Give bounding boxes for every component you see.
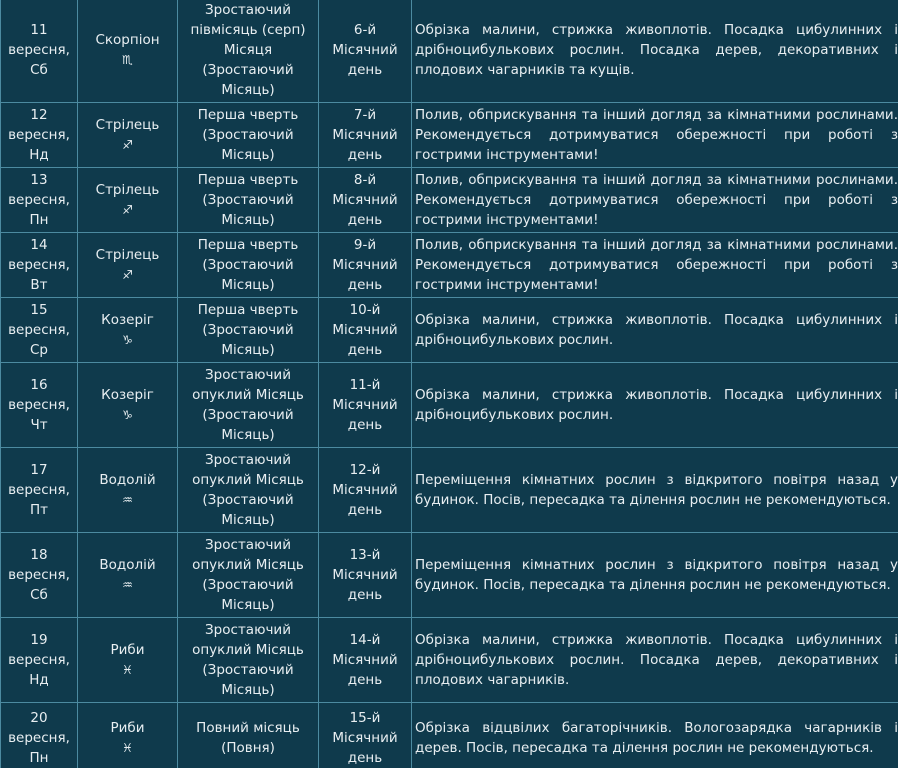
zodiac-name: Стрілець [95, 247, 160, 263]
moon-phase-line: Перша чверть [197, 237, 299, 253]
moon-phase-cell [178, 533, 319, 618]
date-line: 12 [30, 107, 48, 123]
moon-phase-line: Зростаючий [205, 1, 291, 18]
date-line: Ср [30, 342, 48, 358]
date-line: Нд [29, 672, 49, 688]
zodiac-glyph-icon: ♐ [122, 203, 133, 217]
date-line: вересня, [8, 482, 70, 498]
date-line: вересня, [8, 652, 70, 668]
zodiac-glyph-icon: ♐ [122, 138, 133, 152]
lunar-day-cell [319, 233, 412, 298]
date-cell [1, 533, 78, 618]
table-row [1, 618, 898, 703]
date-line: Пн [29, 749, 49, 766]
recommendation-cell [412, 298, 898, 363]
recommendation-text: Переміщення кімнатних рослин з відкритого повітря назад у будинок. Посів, пересадка та ділення рослин не рекомендуються. [415, 472, 898, 508]
lunar-day-cell [319, 363, 412, 448]
zodiac-cell [78, 0, 178, 103]
date-line: 17 [30, 462, 48, 478]
moon-phase-cell [178, 618, 319, 703]
date-cell [1, 618, 78, 703]
date-line: Пт [29, 502, 48, 518]
lunar-day-line: Місячний [332, 652, 398, 668]
recommendation-text: Обрізка малини, стрижка живоплотів. Посадка цибулинних і дрібноцибулькових рослин. [415, 387, 898, 423]
date-line: 18 [30, 547, 48, 563]
moon-phase-line: Перша чверть [197, 302, 299, 318]
date-line: вересня, [8, 397, 70, 413]
lunar-day-line: Місячний [332, 729, 398, 746]
zodiac-glyph-icon: ♐ [122, 268, 133, 282]
moon-phase-line: Зростаючий [205, 452, 291, 468]
zodiac-glyph-icon: ♑ [122, 333, 133, 347]
date-line: Сб [30, 587, 48, 603]
recommendation-cell [412, 533, 898, 618]
moon-phase-line: Повний місяць [196, 719, 300, 736]
moon-phase-line: (Зростаючий [202, 61, 294, 78]
lunar-day-line: день [347, 587, 383, 603]
moon-phase-line: Місяць) [221, 277, 275, 293]
date-line: вересня, [8, 127, 70, 143]
zodiac-cell [78, 363, 178, 448]
moon-phase-line: Місяця [223, 41, 273, 58]
recommendation-cell [412, 233, 898, 298]
recommendation-text: Обрізка малини, стрижка живоплотів. Посадка цибулинних і дрібноцибулькових рослин. Посадка дерев, декоративних і плодових чагарників. [415, 632, 898, 688]
recommendation-cell [412, 0, 898, 103]
table-row [1, 533, 898, 618]
date-line: Нд [29, 147, 49, 163]
lunar-day-line: 6-й [353, 21, 377, 38]
moon-phase-line: Зростаючий [205, 537, 291, 553]
date-line: вересня, [8, 41, 70, 58]
lunar-day-line: 14-й [349, 632, 381, 648]
zodiac-name: Стрілець [95, 182, 160, 198]
date-line: вересня, [8, 729, 70, 746]
recommendation-cell [412, 103, 898, 168]
recommendation-cell [412, 618, 898, 703]
lunar-day-line: 15-й [349, 709, 381, 726]
moon-phase-cell [178, 168, 319, 233]
zodiac-glyph-icon: ♑ [122, 408, 133, 422]
recommendation-cell [412, 448, 898, 533]
lunar-day-line: Місячний [332, 192, 398, 208]
table-row [1, 168, 898, 233]
date-line: 20 [30, 709, 48, 726]
moon-phase-line: півмісяць (серп) [190, 21, 306, 38]
zodiac-name: Скорпіон [95, 31, 160, 48]
zodiac-cell [78, 168, 178, 233]
moon-phase-line: (Зростаючий [202, 407, 294, 423]
lunar-day-cell [319, 168, 412, 233]
date-line: Вт [30, 277, 48, 293]
moon-phase-line: Зростаючий [205, 367, 291, 383]
lunar-day-line: день [347, 342, 383, 358]
date-cell [1, 0, 78, 103]
moon-phase-line: (Зростаючий [202, 192, 294, 208]
moon-phase-line: опуклий Місяць [192, 642, 304, 658]
table-row [1, 103, 898, 168]
lunar-day-cell [319, 448, 412, 533]
moon-phase-line: (Зростаючий [202, 257, 294, 273]
date-cell [1, 448, 78, 533]
zodiac-cell [78, 448, 178, 533]
recommendation-cell [412, 363, 898, 448]
lunar-day-line: Місячний [332, 257, 398, 273]
zodiac-glyph-icon: ♒ [122, 578, 133, 592]
date-line: вересня, [8, 257, 70, 273]
zodiac-glyph-icon: ♓ [122, 663, 133, 677]
lunar-day-cell [319, 618, 412, 703]
moon-phase-line: Перша чверть [197, 107, 299, 123]
date-cell [1, 103, 78, 168]
recommendation-text: Переміщення кімнатних рослин з відкритого повітря назад у будинок. Посів, пересадка та ділення рослин не рекомендуються. [415, 557, 898, 593]
moon-phase-cell [178, 0, 319, 103]
recommendation-cell [412, 168, 898, 233]
date-line: 15 [30, 302, 48, 318]
table-body [1, 0, 898, 768]
date-line: вересня, [8, 322, 70, 338]
lunar-day-line: день [347, 417, 383, 433]
lunar-day-cell [319, 0, 412, 103]
moon-phase-cell [178, 363, 319, 448]
recommendation-text: Обрізка малини, стрижка живоплотів. Посадка цибулинних і дрібноцибулькових рослин. [415, 312, 898, 348]
moon-phase-line: опуклий Місяць [192, 472, 304, 488]
date-cell [1, 168, 78, 233]
recommendation-cell [412, 703, 898, 768]
lunar-day-line: 7-й [353, 107, 377, 123]
lunar-day-line: 10-й [349, 302, 381, 318]
recommendation-text: Полив, обприскування та інший догляд за кімнатними рослинами. Рекомендується дотримуватися обережності при роботі з гострими інструментами! [415, 107, 898, 163]
lunar-day-line: 13-й [349, 547, 381, 563]
moon-phase-line: Зростаючий [205, 622, 291, 638]
moon-phase-line: (Зростаючий [202, 577, 294, 593]
recommendation-text: Полив, обприскування та інший догляд за кімнатними рослинами. Рекомендується дотримуватися обережності при роботі з гострими інструментами! [415, 237, 898, 293]
zodiac-cell [78, 298, 178, 363]
moon-phase-cell [178, 703, 319, 768]
recommendation-text: Полив, обприскування та інший догляд за кімнатними рослинами. Рекомендується дотримуватися обережності при роботі з гострими інструментами! [415, 172, 898, 228]
lunar-day-cell [319, 103, 412, 168]
lunar-day-line: 12-й [349, 462, 381, 478]
moon-phase-line: Місяць) [221, 81, 275, 98]
moon-phase-line: Місяць) [221, 427, 275, 443]
lunar-day-line: 11-й [349, 377, 381, 393]
lunar-day-line: Місячний [332, 127, 398, 143]
moon-phase-cell [178, 448, 319, 533]
moon-phase-line: опуклий Місяць [192, 387, 304, 403]
moon-phase-line: Місяць) [221, 147, 275, 163]
table-row [1, 363, 898, 448]
date-line: 11 [30, 21, 48, 38]
moon-phase-line: опуклий Місяць [192, 557, 304, 573]
date-cell [1, 363, 78, 448]
lunar-day-line: день [347, 212, 383, 228]
moon-phase-cell [178, 233, 319, 298]
zodiac-glyph-icon: ♏ [122, 52, 133, 67]
lunar-day-cell [319, 298, 412, 363]
lunar-day-line: 9-й [353, 237, 377, 253]
lunar-day-line: 8-й [353, 172, 377, 188]
date-line: Пн [29, 212, 49, 228]
date-line: Чт [30, 417, 48, 433]
date-cell [1, 298, 78, 363]
lunar-day-cell [319, 703, 412, 768]
date-cell [1, 233, 78, 298]
recommendation-text: Обрізка малини, стрижка живоплотів. Посадка цибулинних і дрібноцибулькових рослин. Посадка дерев, декоративних і плодових чагарників та кущів. [415, 21, 898, 78]
lunar-day-line: день [347, 61, 383, 78]
zodiac-cell [78, 103, 178, 168]
table-row [1, 448, 898, 533]
zodiac-name: Стрілець [95, 117, 160, 133]
table-row [1, 703, 898, 768]
date-cell [1, 703, 78, 768]
zodiac-cell [78, 618, 178, 703]
lunar-day-line: день [347, 502, 383, 518]
moon-phase-line: (Зростаючий [202, 492, 294, 508]
lunar-day-line: Місячний [332, 397, 398, 413]
lunar-day-line: Місячний [332, 567, 398, 583]
date-line: вересня, [8, 192, 70, 208]
zodiac-cell [78, 533, 178, 618]
table-row [1, 0, 898, 103]
lunar-day-line: Місячний [332, 322, 398, 338]
date-line: 19 [30, 632, 48, 648]
lunar-day-line: Місячний [332, 41, 398, 58]
zodiac-glyph-icon: ♓ [122, 740, 133, 755]
moon-phase-line: (Зростаючий [202, 662, 294, 678]
zodiac-name: Водолій [99, 472, 156, 488]
lunar-day-line: день [347, 277, 383, 293]
moon-phase-line: (Зростаючий [202, 322, 294, 338]
zodiac-name: Риби [110, 642, 145, 658]
moon-phase-line: Місяць) [221, 682, 275, 698]
lunar-day-line: день [347, 672, 383, 688]
date-line: 13 [30, 172, 48, 188]
zodiac-name: Козеріг [101, 387, 154, 403]
recommendation-text: Обрізка відцвілих багаторічників. Вологозарядка чагарників і дерев. Посів, пересадка та ділення рослин не рекомендуються. [415, 719, 898, 756]
zodiac-cell [78, 703, 178, 768]
zodiac-name: Козеріг [101, 312, 154, 328]
moon-phase-line: Місяць) [221, 512, 275, 528]
lunar-day-cell [319, 533, 412, 618]
date-line: вересня, [8, 567, 70, 583]
date-line: 16 [30, 377, 48, 393]
zodiac-glyph-icon: ♒ [122, 493, 133, 507]
moon-phase-cell [178, 103, 319, 168]
date-line: 14 [30, 237, 48, 253]
lunar-day-line: день [347, 147, 383, 163]
moon-phase-line: Місяць) [221, 212, 275, 228]
moon-phase-line: Місяць) [221, 597, 275, 613]
table-row [1, 233, 898, 298]
zodiac-cell [78, 233, 178, 298]
table-row [1, 298, 898, 363]
moon-phase-line: Перша чверть [197, 172, 299, 188]
lunar-day-line: день [347, 749, 383, 766]
lunar-day-line: Місячний [332, 482, 398, 498]
zodiac-name: Водолій [99, 557, 156, 573]
moon-phase-cell [178, 298, 319, 363]
moon-phase-line: Місяць) [221, 342, 275, 358]
zodiac-name: Риби [110, 719, 145, 736]
date-line: Сб [30, 61, 48, 78]
moon-phase-line: (Повня) [221, 739, 275, 756]
moon-phase-line: (Зростаючий [202, 127, 294, 143]
